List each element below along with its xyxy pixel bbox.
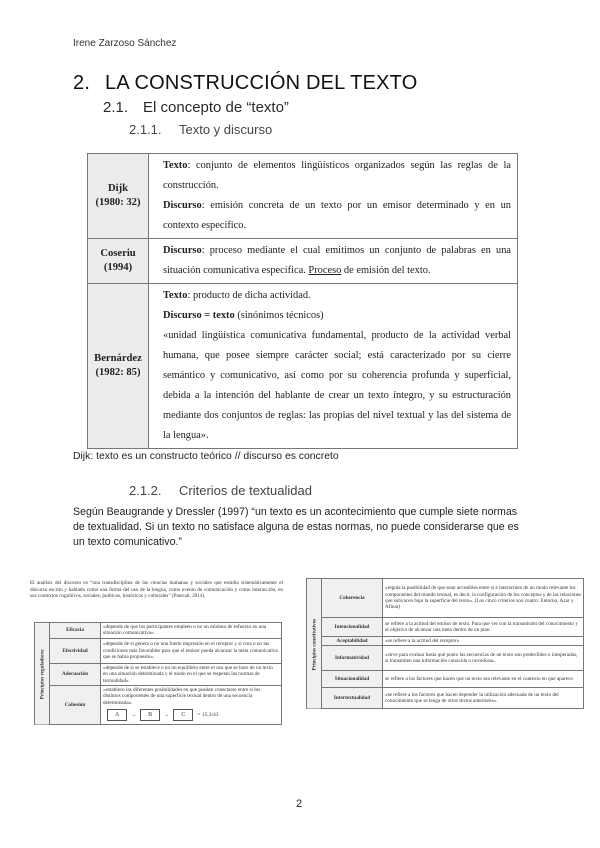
term-texto: Texto xyxy=(163,160,188,171)
principle-term: Adecuación xyxy=(50,663,101,685)
heading-level-3 xyxy=(129,122,272,137)
definition-cell-coseriu xyxy=(149,239,518,284)
definition-cell-dijk xyxy=(149,154,518,239)
scan-intro-text: El análisis del discurso es “una transdisciplina de las ciencias humanas y sociales que estudia sistemáticamente el discurso escrito y hablado como una forma del uso de la lengua, como evento de comunicación y como interacción, en sus contextos cognitivos, sociales, políticos, históricos y culturales” (Pascual, 2014). xyxy=(30,580,283,600)
term-discurso: Discurso xyxy=(163,200,202,211)
regulatory-principles-table xyxy=(34,622,282,725)
diagram-box-c: C xyxy=(173,709,193,721)
cohesion-diagram xyxy=(103,706,279,723)
underlined-proceso: Proceso xyxy=(308,265,342,276)
author-cell-bernardez xyxy=(88,284,149,449)
table-row xyxy=(35,623,282,639)
principle-term: Efectividad xyxy=(50,638,101,663)
table-row xyxy=(307,646,584,671)
principle-term: Situacionalidad xyxy=(322,671,383,688)
principle-def: se refiere a los factores que hacen que un texto sea relevante en el contexto en que aparece. xyxy=(383,671,584,688)
principle-def: «depende de que los participantes empleen o no un mínimo de esfuerzo en una situación comunicativa». xyxy=(101,623,282,639)
principle-term: Coherencia xyxy=(322,579,383,618)
heading-level-1 xyxy=(73,72,417,95)
table-row-coseriu xyxy=(88,239,518,284)
author-cell-dijk xyxy=(88,154,149,239)
definition-cell-bernardez xyxy=(149,284,518,449)
heading-3-text: Criterios de textualidad xyxy=(179,483,312,498)
table-row xyxy=(307,688,584,709)
author-year: (1994) xyxy=(103,262,133,273)
principle-def: «depende de si genera o no una fuerte impresión en el receptor y si crea o no las condiciones más favorables para que el emisor pueda alcanzar la meta comunicativa que se había propuesto». xyxy=(101,638,282,663)
table-row xyxy=(35,686,282,725)
definition-text: : proceso mediante el cual emitimos un conjunto de palabras en una situación comunicativa específica. xyxy=(163,245,511,276)
heading-2-number: 2.1. xyxy=(103,99,129,116)
table-row xyxy=(307,579,584,618)
author-header: Irene Zarzoso Sánchez xyxy=(73,38,177,49)
constitutive-principles-table xyxy=(306,578,584,709)
author-cell-coseriu xyxy=(88,239,149,284)
principle-term: Informatividad xyxy=(322,646,383,671)
principle-def-cohesion xyxy=(101,686,282,725)
bernardez-quote: «unidad lingüística comunicativa fundamental, producto de la actividad verbal humana, que posee siempre carácter social; está caracterizado por su cierre semántico y comunicativo, así como por su coherencia profunda y superficial, debida a la intención del hablante de crear un texto íntegro, y su estructuración mediante dos conjuntos de reglas: las propias del nivel textual y las del sistema de la lengua». xyxy=(163,330,511,441)
principle-term: Cohesión xyxy=(50,686,101,725)
table-row xyxy=(35,638,282,663)
group-label: Principios reguladores xyxy=(35,623,50,725)
principle-term: Aceptabilidad xyxy=(322,637,383,646)
principle-term: Intertextualidad xyxy=(322,688,383,709)
arrow-right-icon: → xyxy=(164,712,170,719)
author-year: (1982: 85) xyxy=(95,367,141,378)
principle-term: Intencionalidad xyxy=(322,618,383,637)
definitions-table xyxy=(87,153,518,449)
heading-2-text: El concepto de “texto” xyxy=(143,99,289,116)
diagram-box-a: A xyxy=(107,709,127,721)
table-row xyxy=(307,671,584,688)
term-texto: Texto xyxy=(163,290,188,301)
caption-dijk: Dijk: texto es un constructo teórico // discurso es concreto xyxy=(73,451,339,462)
heading-level-3 xyxy=(129,483,312,498)
table-row-dijk xyxy=(88,154,518,239)
table-row xyxy=(307,618,584,637)
table-row xyxy=(35,663,282,685)
principle-def: «sirve para evaluar hasta qué punto las secuencias de un texto son predecibles o inesperadas, si transmiten una información conocida o novedosa». xyxy=(383,646,584,671)
term-discurso-texto: Discurso = texto xyxy=(163,310,235,321)
principle-def: «se refiere a la actitud del receptor» xyxy=(383,637,584,646)
heading-3-number: 2.1.2. xyxy=(129,483,162,498)
arrow-right-icon: → xyxy=(131,712,137,719)
heading-1-text: LA CONSTRUCCIÓN DEL TEXTO xyxy=(105,72,418,94)
diagram-box-b: B xyxy=(140,709,160,721)
group-label: Principios constitutivos xyxy=(307,579,322,709)
definition-text: de emisión del texto. xyxy=(341,265,431,276)
principle-def: «establece las diferentes posibilidades en que pueden conectarse entre sí los distintos componentes de una superficie textual dentro de una secuencia determinada». xyxy=(103,687,261,706)
principle-term: Eficacia xyxy=(50,623,101,639)
author-name: Bernárdez xyxy=(94,353,142,364)
definition-text: : producto de dicha actividad. xyxy=(187,290,311,301)
principle-def: «se refiere a los factores que hacen depender la utilización adecuada de un texto del conocimiento que se tenga de otros textos anteriores». xyxy=(383,688,584,709)
heading-1-number: 2. xyxy=(73,72,91,94)
definition-text: (sinónimos técnicos) xyxy=(234,310,324,321)
heading-level-2 xyxy=(103,99,289,116)
table-row xyxy=(307,637,584,646)
author-year: (1980: 32) xyxy=(95,197,141,208)
term-discurso: Discurso xyxy=(163,245,202,256)
page-number: 2 xyxy=(296,798,303,810)
author-name: Dijk xyxy=(107,183,128,194)
heading-3-text: Texto y discurso xyxy=(179,122,273,137)
principle-def: «depende de si se establece o no un equilibrio entre el uso que se hace de un texto en una situación determinada y el modo en el que se respetan las normas de textualidad». xyxy=(101,663,282,685)
table-row-bernardez xyxy=(88,284,518,449)
principle-def: «regula la posibilidad de que sean accesibles entre sí e interactúen de un modo relevante los componentes del mundo textual, es decir, la configuración de los conceptos y de las relaciones que subyacen bajo la superficie del texto». (Los cinco criterios son cuatro: Entorno, Azar y Afinar) xyxy=(383,579,584,618)
definition-text: : emisión concreta de un texto por un emisor determinado y en un contexto específico. xyxy=(163,200,511,231)
author-name: Coseriu xyxy=(100,248,136,259)
body-paragraph: Según Beaugrande y Dressler (1997) “un texto es un acontecimiento que cumple siete normas de textualidad. Si un texto no satisface alguna de estas normas, no puede considerarse que es un texto comunicativo.” xyxy=(73,506,519,548)
definition-text: : conjunto de elementos lingüísticos organizados según las reglas de la construcción. xyxy=(163,160,511,191)
principle-def: se refiere a la actitud del emisor de texto. Para que ver con la transmisión del conocimiento y el objetivo de alcanzar una meta dentro de un plan. xyxy=(383,618,584,637)
scanned-image-left xyxy=(30,570,283,780)
diagram-result: = 15,3/43 xyxy=(197,712,219,719)
heading-3-number: 2.1.1. xyxy=(129,122,162,137)
scanned-image-right xyxy=(306,570,586,780)
